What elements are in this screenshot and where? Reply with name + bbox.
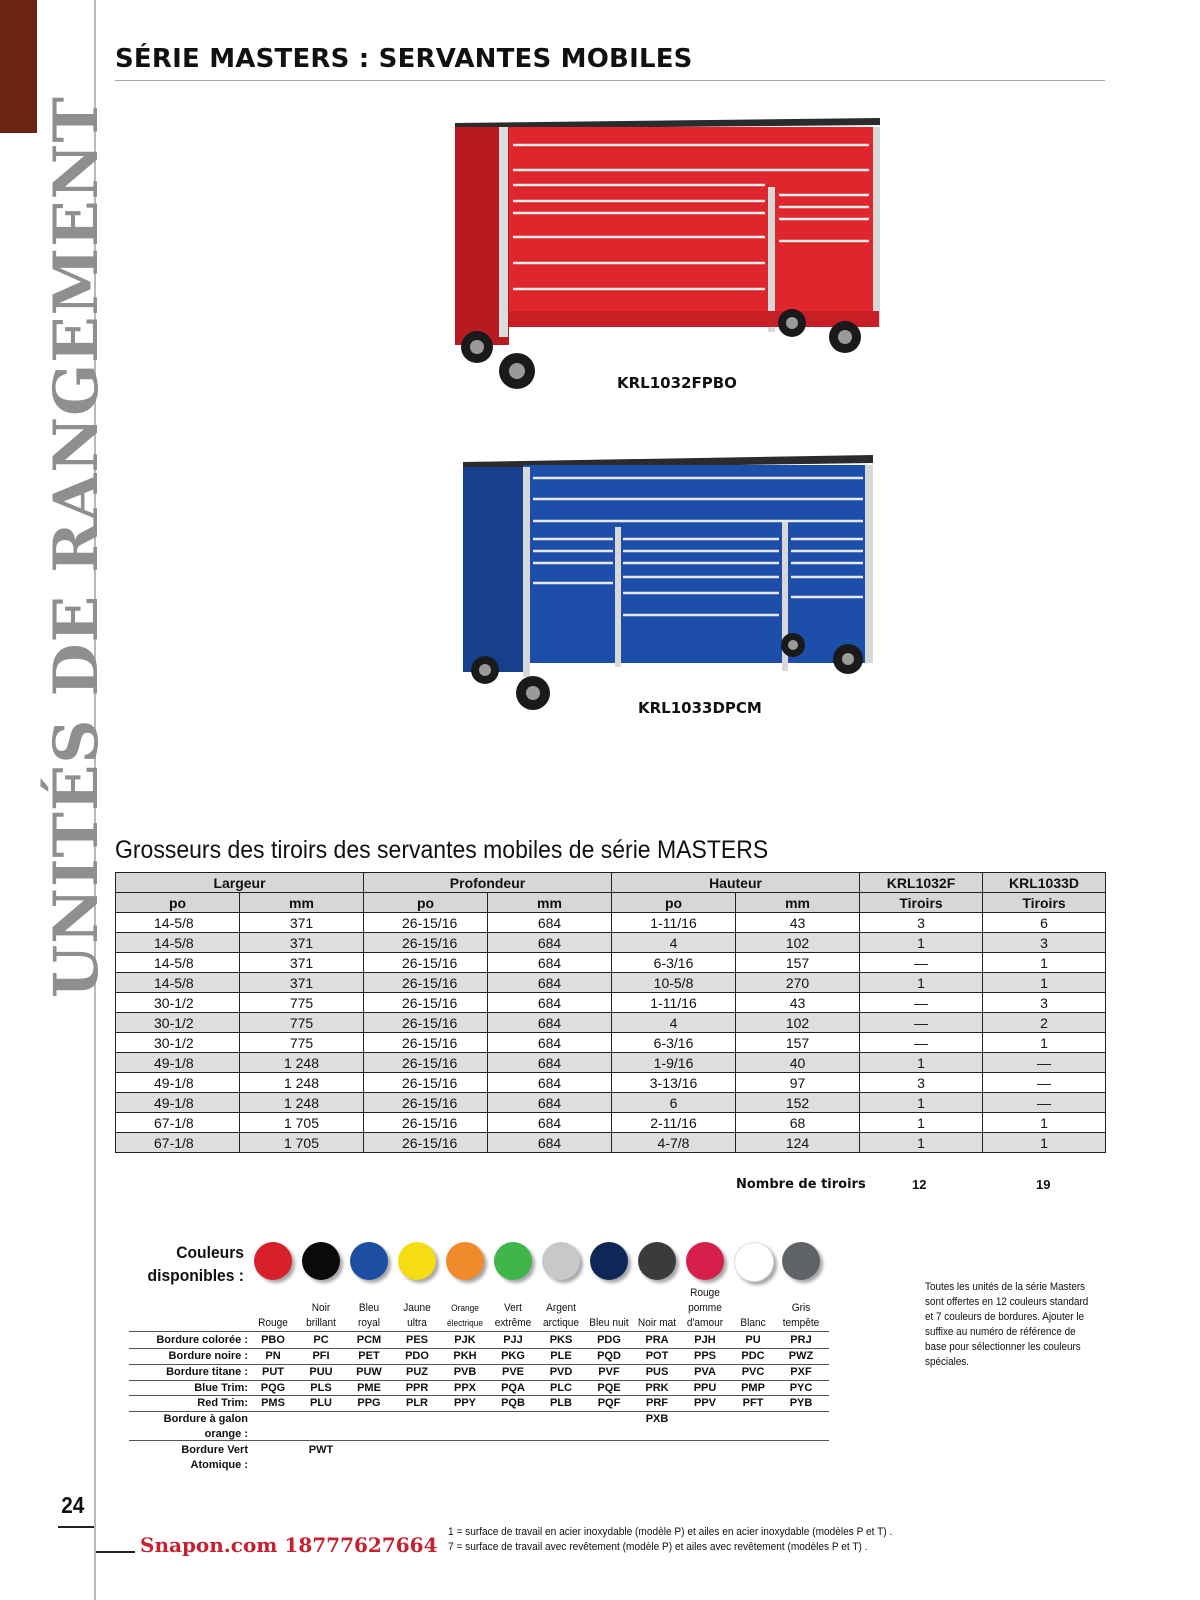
trim-code: PJJ [503,1334,523,1346]
color-note: Toutes les unités de la série Masters sont offertes en 12 couleurs standard et 7 couleurs de bordures. Ajouter le suffixe au numéro de référence de base pour sélectionner les couleurs spéciales. [925,1281,1089,1368]
footer-brand-contact: Snapon.com 18777627664 [140,1533,438,1557]
table-cell: 30-1/2 [116,1013,240,1033]
trim-code: PPY [453,1397,476,1409]
subheader-tiroirs: Tiroirs [860,893,983,913]
trim-code: PPU [693,1382,717,1394]
table-cell: 1 [860,1093,983,1113]
trim-code: PUZ [406,1366,428,1378]
product-image-red-chest [455,115,885,400]
table-cell: 371 [240,953,364,973]
trim-code: PFT [742,1397,764,1409]
color-swatch [254,1242,292,1280]
trim-code: PC [313,1334,329,1346]
colors-heading-line: Couleurs [176,1243,244,1262]
trim-code: PVA [694,1366,716,1378]
trim-code: PLC [550,1382,572,1394]
color-swatch [782,1242,820,1280]
trim-code: PES [405,1334,428,1346]
color-name: Rouge [258,1317,288,1329]
table-cell: 1 [860,1053,983,1073]
color-name: Noir [311,1302,331,1314]
table-cell: 1 [860,973,983,993]
subheader-mm: mm [240,893,364,913]
colors-heading [130,1241,244,1287]
table-cell: 26-15/16 [364,1033,488,1053]
trim-label: Bordure à galon [163,1413,248,1425]
trim-code: PKH [453,1350,477,1362]
trim-code: PPV [693,1397,716,1409]
table-cell: 26-15/16 [364,1093,488,1113]
trim-code: PRJ [790,1334,812,1346]
table-cell: 14-5/8 [116,973,240,993]
trim-code: PMS [261,1397,285,1409]
table-cell: 14-5/8 [116,953,240,973]
trim-code: PUW [356,1366,382,1378]
drawer-size-table [115,872,1106,1153]
trim-code: PVC [741,1366,765,1378]
trim-code: PJH [694,1334,716,1346]
trim-table-rule [129,1364,829,1365]
total-drawers-krl1033d: 19 [1036,1177,1051,1192]
table-row [116,913,1106,933]
total-drawers-krl1032f: 12 [912,1177,927,1192]
table-cell: 26-15/16 [364,933,488,953]
trim-code: PXB [645,1413,669,1425]
table-cell: 1 [983,1133,1106,1153]
subheader-mm: mm [736,893,860,913]
color-name: Blanc [740,1317,766,1329]
trim-code: PWZ [788,1350,814,1362]
trim-code: PQG [260,1382,286,1394]
table-row [116,993,1106,1013]
section-vertical-title: UNITÉS DE RANGEMENT [41,96,112,998]
color-name: brillant [306,1317,336,1329]
color-swatch [686,1242,724,1280]
trim-code: PMP [741,1382,765,1394]
color-name: Orange [451,1303,479,1313]
table-cell: 1 [983,953,1106,973]
trim-code: PET [358,1350,380,1362]
title-divider [115,80,1105,81]
table-cell: — [983,1073,1106,1093]
color-name: Noir mat [637,1317,677,1329]
trim-code: PQE [597,1382,621,1394]
product-caption-red: KRL1032FPBO [617,374,737,392]
table-cell: 157 [736,1033,860,1053]
table-cell: 3-13/16 [612,1073,736,1093]
trim-code: PCM [356,1334,382,1346]
table-cell: 26-15/16 [364,1053,488,1073]
color-name: pomme [688,1302,722,1314]
trim-code: PYC [789,1382,813,1394]
table-row [116,933,1106,953]
color-name: Jaune [403,1302,431,1314]
table-cell: 684 [488,993,612,1013]
table-cell: 30-1/2 [116,1033,240,1053]
table-cell: 775 [240,1013,364,1033]
page-number-rule [58,1526,94,1528]
subheader-po: po [612,893,736,913]
color-swatch [350,1242,388,1280]
page-title: SÉRIE MASTERS : SERVANTES MOBILES [115,44,693,74]
table-cell: 26-15/16 [364,953,488,973]
trim-code: PLE [550,1350,572,1362]
color-swatch [542,1242,580,1280]
color-swatch [302,1242,340,1280]
table-cell: 68 [736,1113,860,1133]
table-cell: — [983,1093,1106,1113]
trim-code: PPG [357,1397,381,1409]
color-swatch [638,1242,676,1280]
trim-label: Atomique : [190,1459,248,1471]
trim-label: Blue Trim: [194,1382,248,1394]
trim-code: PYB [789,1397,813,1409]
color-swatch [734,1242,774,1282]
table-cell: 371 [240,973,364,993]
table-cell: 49-1/8 [116,1053,240,1073]
trim-code: PME [357,1382,381,1394]
table-cell: 1 248 [240,1073,364,1093]
table-cell: 26-15/16 [364,973,488,993]
trim-code: PWT [308,1444,334,1456]
trim-code: PQA [501,1382,525,1394]
trim-code: PPS [693,1350,716,1362]
table-cell: 1 [983,1113,1106,1133]
trim-code: PDC [741,1350,765,1362]
table-cell: 157 [736,953,860,973]
color-name: royal [358,1317,380,1329]
color-name: Bleu nuit [589,1317,629,1329]
table-cell: 1-11/16 [612,993,736,1013]
trim-code: PJK [454,1334,476,1346]
table-cell: 1 [860,1133,983,1153]
table-row [116,1073,1106,1093]
table-cell: — [860,993,983,1013]
subheader-po: po [364,893,488,913]
table-cell: 3 [983,933,1106,953]
table-cell: 26-15/16 [364,1133,488,1153]
trim-code: PQD [597,1350,621,1362]
trim-table-rule [129,1331,829,1332]
table-cell: 1-9/16 [612,1053,736,1073]
trim-code: PXF [790,1366,812,1378]
table-row [116,1053,1106,1073]
table-cell: 26-15/16 [364,913,488,933]
table-cell: 1 [983,1033,1106,1053]
table-cell: 152 [736,1093,860,1113]
trim-table-rule [129,1440,829,1441]
table-row [116,973,1106,993]
table-cell: 67-1/8 [116,1113,240,1133]
table-cell: 4 [612,933,736,953]
table-cell: 684 [488,1133,612,1153]
table-cell: 102 [736,1013,860,1033]
table-row [116,953,1106,973]
table-cell: 67-1/8 [116,1133,240,1153]
table-cell: 26-15/16 [364,1113,488,1133]
trim-code: PLR [406,1397,428,1409]
table-title: Grosseurs des tiroirs des servantes mobiles de série MASTERS [115,836,769,864]
table-cell: 1 248 [240,1053,364,1073]
trim-code: PRK [645,1382,669,1394]
trim-code: PFI [312,1350,330,1362]
trim-code: PVF [598,1366,620,1378]
table-cell: 1-11/16 [612,913,736,933]
table-cell: 6 [612,1093,736,1113]
trim-code: PUS [645,1366,669,1378]
footer-rule [96,1551,135,1553]
table-row [116,1013,1106,1033]
table-cell: 6-3/16 [612,953,736,973]
table-cell: 684 [488,913,612,933]
table-cell: 2-11/16 [612,1113,736,1133]
table-cell: 49-1/8 [116,1093,240,1113]
table-row [116,1113,1106,1133]
table-cell: 684 [488,1113,612,1133]
table-cell: — [860,1033,983,1053]
table-cell: 684 [488,1073,612,1093]
trim-code: PU [745,1334,761,1346]
page-number: 24 [61,1492,85,1518]
product-image-blue-chest [463,455,883,730]
table-cell: 775 [240,1033,364,1053]
trim-table-rule [129,1411,829,1412]
trim-code: PBO [261,1334,285,1346]
table-cell: 3 [860,1073,983,1093]
trim-code: PDO [405,1350,429,1362]
trim-code: PLU [310,1397,332,1409]
color-swatch [446,1242,484,1280]
table-cell: 684 [488,1053,612,1073]
table-cell: 43 [736,993,860,1013]
color-name: extrême [494,1317,532,1329]
trim-code: PVD [549,1366,573,1378]
trim-code: PDG [597,1334,621,1346]
trim-table-rule [129,1348,829,1349]
trim-label: Bordure noire : [168,1350,248,1362]
header-krl1032f: KRL1032F [860,873,983,893]
table-cell: 26-15/16 [364,1013,488,1033]
trim-code: PLB [550,1397,572,1409]
trim-label: orange : [204,1428,248,1440]
product-caption-blue: KRL1033DPCM [638,699,762,717]
table-cell: 270 [736,973,860,993]
trim-table-rule [129,1395,829,1396]
table-row [116,1133,1106,1153]
color-name: d'amour [686,1317,724,1329]
trim-label: Bordure colorée : [156,1334,248,1346]
table-cell: 49-1/8 [116,1073,240,1093]
table-cell: — [983,1053,1106,1073]
color-name: Rouge [690,1287,720,1299]
table-cell: 4-7/8 [612,1133,736,1153]
table-cell: 40 [736,1053,860,1073]
trim-label: Bordure Vert [181,1444,248,1456]
table-cell: 371 [240,913,364,933]
table-cell: 124 [736,1133,860,1153]
table-cell: 10-5/8 [612,973,736,993]
subheader-po: po [116,893,240,913]
trim-label: Bordure titane : [166,1366,248,1378]
trim-code: PKS [549,1334,573,1346]
section-tab [0,0,37,133]
table-cell: — [860,1013,983,1033]
trim-label: Red Trim: [197,1397,248,1409]
color-name: électrique [447,1318,483,1328]
table-cell: 684 [488,933,612,953]
trim-code: PKG [501,1350,525,1362]
trim-code: PRF [646,1397,668,1409]
table-cell: 1 [860,933,983,953]
trim-code: PVE [501,1366,524,1378]
table-cell: 1 [983,973,1106,993]
table-cell: 6-3/16 [612,1033,736,1053]
table-group-header-row [116,873,1106,893]
color-swatch [398,1242,436,1280]
trim-code: PQB [501,1397,525,1409]
table-cell: 1 248 [240,1093,364,1113]
colors-heading-line: disponibles : [147,1266,244,1285]
trim-code: PUT [262,1366,284,1378]
table-cell: 684 [488,973,612,993]
trim-code: PN [265,1350,281,1362]
trim-code: PQF [597,1397,621,1409]
table-cell: 14-5/8 [116,913,240,933]
trim-code: PUU [309,1366,333,1378]
color-name: Gris [791,1302,811,1314]
table-row [116,1033,1106,1053]
table-cell: 43 [736,913,860,933]
color-name: Bleu [358,1302,380,1314]
trim-code: PVB [453,1366,477,1378]
table-cell: 6 [983,913,1106,933]
table-body [116,913,1106,1153]
table-cell: — [860,953,983,973]
table-cell: 371 [240,933,364,953]
trim-table-rule [129,1380,829,1381]
color-name: tempête [782,1317,820,1329]
table-cell: 26-15/16 [364,993,488,1013]
table-cell: 1 705 [240,1133,364,1153]
footnote: 1 = surface de travail en acier inoxydable (modèle P) et ailes en acier inoxydable (modèles P et T) . [448,1526,893,1538]
color-swatch [494,1242,532,1280]
table-cell: 684 [488,1013,612,1033]
table-cell: 2 [983,1013,1106,1033]
header-hauteur: Hauteur [612,873,860,893]
table-cell: 4 [612,1013,736,1033]
table-cell: 3 [983,993,1106,1013]
color-name: Argent [546,1302,576,1314]
color-name: Vert [503,1302,522,1314]
trim-code: PPR [405,1382,429,1394]
table-cell: 97 [736,1073,860,1093]
table-cell: 30-1/2 [116,993,240,1013]
table-cell: 102 [736,933,860,953]
total-drawers-label: Nombre de tiroirs [736,1177,866,1192]
color-name: arctique [542,1317,579,1329]
header-largeur: Largeur [116,873,364,893]
header-krl1033d: KRL1033D [983,873,1106,893]
trim-code: PLS [310,1382,332,1394]
table-cell: 3 [860,913,983,933]
table-cell: 684 [488,1033,612,1053]
trim-code: PPX [453,1382,476,1394]
header-profondeur: Profondeur [364,873,612,893]
trim-code: PRA [645,1334,669,1346]
trim-code: POT [645,1350,669,1362]
table-cell: 684 [488,953,612,973]
subheader-tiroirs: Tiroirs [983,893,1106,913]
table-sub-header-row [116,893,1106,913]
footnote: 7 = surface de travail avec revêtement (modèle P) et ailes avec revêtement (modèles P et T) . [448,1541,868,1553]
table-cell: 684 [488,1093,612,1113]
table-cell: 1 705 [240,1113,364,1133]
table-row [116,1093,1106,1113]
color-name: ultra [407,1317,427,1329]
subheader-mm: mm [488,893,612,913]
table-cell: 26-15/16 [364,1073,488,1093]
table-cell: 775 [240,993,364,1013]
color-swatch [590,1242,628,1280]
table-cell: 1 [860,1113,983,1133]
table-cell: 14-5/8 [116,933,240,953]
